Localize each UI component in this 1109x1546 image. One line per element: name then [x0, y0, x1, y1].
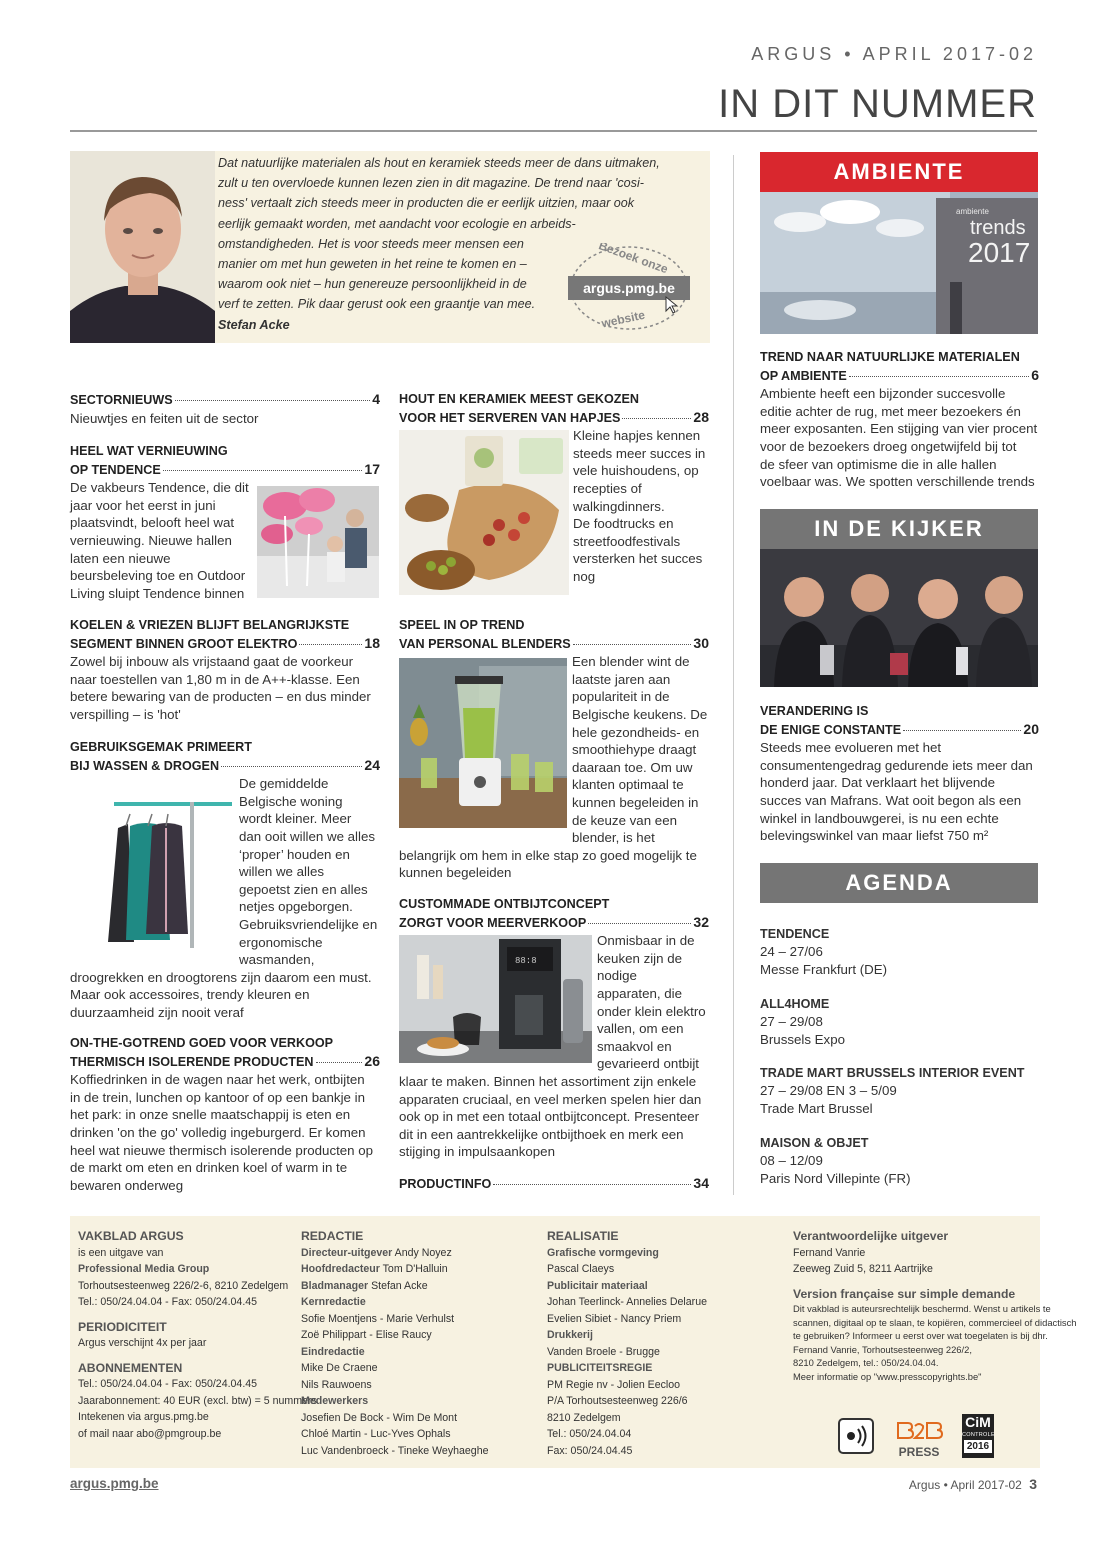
toc-desc-line: Zowel bij inbouw als vrijstaand gaat de voorkeur [70, 654, 354, 670]
toc-desc-line: de sfeer van optimisme die in alle hallen [760, 456, 997, 472]
toc-page-number: 6 [1031, 366, 1039, 383]
toc-desc-line: Belgische keukens. De [572, 706, 708, 722]
colophon-line: Nils Rauwoens [301, 1378, 372, 1391]
colophon-heading: ABONNEMENTEN [78, 1360, 183, 1375]
colophon-heading: Verantwoordelijke uitgever [793, 1229, 949, 1243]
toc-desc-line: willen we alles [239, 864, 324, 880]
toc-desc-line: populariteit in de [572, 689, 670, 705]
editorial-line: omstandigheden. Het is voor steeds meer mensen een [218, 236, 524, 251]
toc-desc-line: dit in een aantrekkelijke ontbijthoek en merk een [399, 1126, 684, 1142]
toc-desc-line: succes van Mafrans. Wat ooit begon als een [760, 792, 1022, 808]
toc-desc-line: hele gezondheids- en [572, 724, 700, 740]
agenda-event-name: TENDENCE [760, 927, 830, 941]
toc-desc-line: jaar voor het eerst in juni [70, 497, 216, 513]
toc-desc-line: vernieuwing. Nieuwe hallen [70, 532, 232, 548]
editorial-author: Stefan Acke [218, 317, 290, 332]
toc-desc-line: voor de bezoekers droeg ongetwijfeld bij tot [760, 438, 1017, 454]
toc-desc-line: smoothiehype draagt [572, 742, 697, 758]
toc-leader [622, 418, 691, 419]
toc-desc-line: stijging in impulsaankopen [399, 1144, 555, 1160]
colophon-role: Directeur-uitgever [301, 1246, 393, 1259]
toc-desc-line: ‘proper’ houden en [239, 846, 350, 862]
toc-desc-line: nodige [597, 968, 637, 984]
toc-desc-line: honderd jaar. Dat verklaart het blijvende [760, 775, 996, 791]
toc-desc-line: ergonomische [239, 934, 323, 950]
toc-desc-line: beursbeleving toe en Outdoor [70, 568, 246, 584]
toc-title: VOOR HET SERVEREN VAN HAPJES [399, 410, 621, 425]
colophon-line: PUBLICITEITSREGIE [547, 1362, 653, 1374]
toc-page-number: 32 [693, 913, 709, 930]
toc-desc-line: walkingdinners. [573, 498, 665, 514]
toc-title-line: HOUT EN KERAMIEK MEEST GEKOZEN [399, 392, 639, 406]
toc-leader [588, 923, 691, 924]
badge-top-text: Bezoek onze [596, 243, 670, 277]
agenda-event-date: 24 – 27/06 [760, 944, 823, 959]
toc-page-number: 26 [364, 1052, 380, 1069]
toc-desc-line: Maar ook accessoires, trendy kleuren en [70, 987, 310, 1003]
agenda-band: AGENDA [760, 863, 1038, 903]
editorial-line: waarom ook niet – hun genereuze persoonlijkheid in de [218, 277, 527, 292]
toc-page-number: 34 [693, 1175, 709, 1191]
tendence-photo [257, 486, 379, 598]
toc-title: SECTORNIEUWS [70, 393, 173, 407]
colophon-col-publisher [78, 1228, 317, 1442]
toc-desc-line: belevingswinkel van maar liefst 750 m² [760, 828, 989, 844]
toc-leader [299, 644, 362, 645]
colophon-line: P/A Torhoutsesteenweg 226/6 [547, 1395, 688, 1407]
colophon-line: Dit vakblad is auteursrechtelijk beschermd. Wenst u artikels te [793, 1303, 1051, 1314]
toc-desc-line: dan ooit willen we alles [239, 828, 376, 844]
toc-desc-line: belangrijk om hem in elke stap zo goed mogelijk te [399, 847, 697, 863]
colophon-line: Tel.: 050/24.04.04 [547, 1428, 632, 1440]
editor-portrait [70, 151, 215, 343]
toc-title: SEGMENT BINNEN GROOT ELEKTRO [70, 636, 298, 651]
toc-title-line: GEBRUIKSGEMAK PRIMEERT [70, 740, 252, 754]
toc-desc-line: consumentengedrag gedurende iets meer dan [760, 757, 1033, 773]
colophon-line: Chloé Martin - Luc-Yves Ophals [301, 1428, 451, 1440]
agenda-event-place: Brussels Expo [760, 1031, 845, 1047]
toc-desc-line: apparaten, die [597, 985, 683, 1001]
tapas-photo [399, 430, 569, 595]
toc-desc-line: De foodtrucks en [573, 516, 674, 532]
colophon-person: Stefan Acke [368, 1279, 428, 1292]
toc-desc-line: apparaten cruciaal, en veel merken spelen hier dan [399, 1091, 702, 1107]
colophon-heading: Version française sur simple demande [793, 1286, 1016, 1301]
toc-desc-line: winkel in landbouwgerei, is nu een echte [760, 810, 999, 826]
toc-item-koelen[interactable] [70, 617, 380, 724]
colophon-line: Luc Vandenbroeck - Tineke Weyhaeghe [301, 1444, 489, 1457]
colophon-line: Evelien Sibiet - Nancy Priem [547, 1312, 682, 1325]
toc-desc-line: vele huishoudens, op [573, 463, 699, 479]
toc-desc-line: klaar te maken. Binnen het assortiment zijn enkele [399, 1073, 697, 1089]
toc-title-line: KOELEN & VRIEZEN BLIJFT BELANGRIJKSTE [70, 618, 350, 632]
colophon-line: PM Regie nv - Jolien Eecloo [547, 1378, 681, 1391]
colophon-line: te gebruiken? Informeer u eerst over wat toegelaten is bij dhr. [793, 1330, 1048, 1341]
agenda-item [760, 926, 1040, 978]
toc-leader [849, 376, 1029, 377]
header-divider [70, 130, 1037, 132]
toc-title-line: TREND NAAR NATUURLIJKE MATERIALEN [760, 350, 1020, 364]
agenda-event-place: Messe Frankfurt (DE) [760, 961, 888, 977]
toc-desc-line: steeds meer succes in [573, 445, 706, 461]
toc-desc-line: de markt om eten en drinken koel of warm in te [70, 1160, 348, 1176]
toc-desc-line: De vakbeurs Tendence, die dit [70, 480, 249, 496]
badge-url-text: argus.pmg.be [583, 280, 675, 296]
colophon-line: Josefien De Bock - Wim De Mont [301, 1411, 458, 1424]
agenda-event-place: Trade Mart Brussel [760, 1100, 873, 1116]
colophon-person: Andy Noyez [392, 1246, 452, 1259]
blender-photo [399, 658, 567, 828]
toc-desc-line: Onmisbaar in de [597, 933, 695, 949]
toc-desc-line: kunnen begeleiden in [572, 794, 699, 810]
cim-logo-label: CONTROLE [962, 1432, 995, 1438]
toc-page-number: 18 [364, 634, 380, 651]
ambiente-photo-sign: ambiente [956, 207, 989, 216]
toc-desc-line: Gebruiksvriendelijke en [239, 916, 378, 932]
colophon-line: Fax: 050/24.04.45 [547, 1444, 633, 1457]
toc-title-line: VERANDERING IS [760, 704, 869, 718]
colophon-line: is een uitgave van [78, 1246, 164, 1259]
toc-desc-line: in de trein, lunchen op kantoor of op een bankje in [70, 1089, 365, 1105]
colophon-line: Pascal Claeys [547, 1263, 615, 1275]
colophon-col-realisatie [547, 1228, 777, 1459]
toc-desc-line: duurzaamheid zijn nooit veraf [70, 1004, 244, 1020]
colophon-gap [793, 1278, 1033, 1286]
toc-desc-line: betere bewaring van de producten – en dus minder [70, 689, 371, 705]
toc-item-productinfo[interactable] [399, 1175, 709, 1194]
agenda-event-place: Paris Nord Villepinte (FR) [760, 1170, 911, 1186]
colophon-line: Argus verschijnt 4x per jaar [78, 1337, 207, 1349]
colophon-line: Grafische vormgeving [547, 1246, 659, 1259]
colophon-line: 8210 Zedelgem, tel.: 050/24.04.04. [793, 1357, 939, 1368]
colophon-line: Torhoutsesteenweg 226/2-6, 8210 Zedelgem [78, 1279, 289, 1292]
magazine-date: ARGUS • APRIL 2017-02 [751, 44, 1037, 64]
toc-desc-line: recepties of [573, 480, 642, 496]
page-number: 3 [1029, 1476, 1037, 1492]
toc-desc-line: netjes opgeborgen. [239, 899, 353, 915]
agenda-item [760, 996, 1040, 1048]
toc-desc-line: Koffiedrinken in de wagen naar het werk, ontbijten [70, 1072, 365, 1088]
colophon-line: Kernredactie [301, 1296, 366, 1308]
toc-desc-line: wordt kleiner. Meer [239, 811, 352, 827]
toc-leader [903, 730, 1021, 731]
toc-desc-line: ook op in met een totaal ontbijtconcept. Presenteer [399, 1109, 700, 1125]
footer-issue [909, 1476, 1037, 1492]
toc-desc-line: Belgische woning [239, 793, 343, 809]
toc-desc-line: onder klein elektro [597, 1003, 706, 1019]
toc-page-number: 30 [693, 634, 709, 651]
agenda-event-name: TRADE MART BRUSSELS INTERIOR EVENT [760, 1066, 1025, 1080]
coffee-machine-photo [399, 935, 592, 1063]
toc-title: BIJ WASSEN & DROGEN [70, 758, 220, 773]
colophon-line: Mike De Craene [301, 1362, 378, 1374]
toc-desc-line: plaatsvindt, belooft heel wat [70, 515, 235, 531]
agenda-event-name: MAISON & OBJET [760, 1136, 869, 1150]
colophon-heading: VAKBLAD ARGUS [78, 1229, 184, 1243]
kijker-photo [760, 549, 1038, 687]
toc-title: PRODUCTINFO [399, 1177, 492, 1191]
toc-desc-line: laten een nieuwe [70, 550, 171, 566]
editorial-line: Dat natuurlijke materialen als hout en keramiek steeds meer de dans uitmaken, [218, 156, 660, 170]
colophon-role: Hoofdredacteur [301, 1263, 380, 1275]
toc-page-number: 4 [372, 391, 380, 407]
editorial-line: eerlijk gemaakt worden, met aandacht voor ecologie en arbeids- [218, 216, 576, 231]
colophon-line: Eindredactie [301, 1345, 365, 1358]
toc-desc-line: kunnen begeleiden [399, 865, 512, 881]
toc-page-number: 17 [364, 460, 380, 477]
b2b-press-logo [894, 1420, 944, 1459]
toc-desc-line: droogrekken en droogtorens zijn daarom een must. [70, 969, 372, 985]
agenda-item [760, 1135, 1040, 1187]
colophon-line: Tel.: 050/24.04.04 - Fax: 050/24.04.45 [78, 1296, 258, 1308]
toc-desc-line: Nieuwtjes en feiten uit de sector [70, 410, 259, 426]
toc-title-line: ON-THE-GOTREND GOED VOOR VERKOOP [70, 1036, 334, 1050]
toc-desc-line: Een blender wint de [572, 654, 690, 670]
editorial-line: zult u ten overvloede kunnen lezen zien in dit magazine. De trend naar 'cosi- [218, 176, 644, 191]
toc-leader [316, 1062, 363, 1063]
toc-desc-line: blender, is het [572, 830, 655, 846]
colophon-line: Tel.: 050/24.04.04 - Fax: 050/24.04.45 [78, 1378, 258, 1390]
ambiente-photo-year: 2017 [968, 237, 1031, 268]
website-badge[interactable] [562, 243, 696, 333]
colophon-heading: REDACTIE [301, 1229, 364, 1243]
toc-desc-line: Ambiente heeft een bijzonder succesvolle [760, 386, 1006, 402]
toc-title: OP AMBIENTE [760, 368, 847, 383]
toc-page-number: 20 [1023, 720, 1039, 737]
toc-title: OP TENDENCE [70, 462, 161, 477]
toc-desc-line: De gemiddelde [239, 776, 329, 792]
toc-item-ambiente[interactable] [760, 349, 1039, 491]
press-copyright-logo [838, 1418, 874, 1454]
toc-title-line: SPEEL IN OP TREND [399, 618, 525, 632]
cim-logo-name: CiM [965, 1414, 991, 1430]
toc-page-number: 24 [364, 756, 380, 773]
toc-desc-line: heel wat nieuwe thermisch isolerende producten op [70, 1142, 374, 1158]
toc-desc-line: naar toestellen van 1,80 m in de A++-klasse. Een [70, 671, 360, 687]
toc-desc-line: wasmanden, [239, 952, 315, 968]
toc-desc-line: meer exposanten. Een stijging van vier procent [760, 421, 1038, 437]
colophon-line: Sofie Moentjens - Marie Verhulst [301, 1312, 455, 1325]
colophon-line [301, 1245, 531, 1262]
colophon-line: Johan Teerlinck- Annelies Delarue [547, 1296, 707, 1308]
toc-title: DE ENIGE CONSTANTE [760, 722, 902, 737]
toc-desc-line: verspilling – is 'hot' [70, 706, 181, 722]
toc-desc-line: gevarieerd ontbijt [597, 1056, 700, 1072]
cim-logo [962, 1414, 994, 1458]
toc-desc-line: Kleine hapjes kennen [573, 428, 701, 444]
editorial-line: ness' vertaalt zich steeds meer in producten die er eerlijk uitzien, maar ook [218, 196, 635, 211]
toc-desc-line: nog [573, 568, 596, 584]
drying-rack-photo [100, 792, 232, 948]
toc-desc-line: daaraan toe. Om uw [572, 759, 693, 775]
badge-bottom-text: website [600, 307, 647, 331]
colophon-line: Drukkerij [547, 1329, 593, 1341]
cim-logo-year: 2016 [964, 1440, 992, 1453]
colophon-line: Publicitair materiaal [547, 1279, 648, 1292]
toc-desc-line: de keuze van een [572, 812, 677, 828]
toc-page-number: 28 [693, 408, 709, 425]
editorial-line: manier om met hun geweten in het reine te komen en – [218, 257, 527, 272]
toc-desc-line: voelbaar was. We spotten verschillende trends [760, 474, 1035, 490]
colophon-line: Zeeweg Zuid 5, 8211 Aartrijke [793, 1263, 933, 1275]
page-title: IN DIT NUMMER [718, 82, 1037, 126]
toc-leader [221, 766, 362, 767]
b2b-press-label: PRESS [898, 1445, 940, 1459]
footer-issue-label: Argus • April 2017-02 [908, 1478, 1022, 1492]
colophon-role: Bladmanager [301, 1279, 369, 1292]
colophon-line [301, 1278, 531, 1295]
agenda-item [760, 1065, 1040, 1117]
colophon-line: Fernand Vanrie, Torhoutsesteenweg 226/2, [793, 1343, 972, 1355]
ambiente-band: AMBIENTE [760, 152, 1038, 192]
toc-desc-line: drinken 'on the go' volledig ingeburgerd. Er komen [70, 1124, 366, 1140]
colophon-line [301, 1261, 531, 1278]
toc-desc-line: bewaren onderweg [70, 1177, 184, 1193]
colophon-line: Jaarabonnement: 40 EUR (excl. btw) = 5 nummers [78, 1394, 317, 1407]
toc-title: ZORGT VOOR MEERVERKOOP [399, 915, 587, 930]
agenda-event-name: ALL4HOME [760, 997, 830, 1011]
colophon-line: Zoë Philippart - Elise Raucy [301, 1329, 432, 1341]
colophon-person: Tom D'Halluin [379, 1263, 448, 1275]
colophon-line: Professional Media Group [78, 1263, 210, 1275]
toc-leader [163, 470, 363, 471]
colophon [70, 1216, 1077, 1468]
colophon-line: 8210 Zedelgem [547, 1411, 621, 1424]
broadcast-icon [840, 1420, 872, 1452]
editorial-line: verf te zetten. Pik daar gerust ook een graantje van mee. [218, 297, 536, 312]
toc-desc-line: editie achter de rug, met meer bezoekers én [760, 403, 1021, 419]
toc-title-line: HEEL WAT VERNIEUWING [70, 444, 228, 458]
agenda-event-date: 27 – 29/08 EN 3 – 5/09 [760, 1083, 897, 1098]
toc-desc-line: Living sluipt Tendence binnen [70, 585, 245, 601]
colophon-line: of mail naar abo@pmgroup.be [78, 1427, 222, 1440]
toc-desc-line: smaakvol en [597, 1038, 672, 1054]
toc-leader [573, 644, 692, 645]
agenda-event-date: 27 – 29/08 [760, 1014, 823, 1029]
toc-item-thermisch[interactable] [70, 1035, 380, 1194]
toc-title: VAN PERSONAL BLENDERS [399, 636, 571, 651]
b2b-logo-icon [894, 1420, 944, 1440]
toc-desc-line: gepoetst zien en alles [239, 881, 368, 897]
toc-item-sectornieuws[interactable] [70, 391, 380, 427]
toc-desc-line: streetfoodfestivals [573, 533, 681, 549]
toc-leader [493, 1184, 691, 1185]
colophon-line: Meer informatie op "www.presscopyrights.be" [793, 1370, 982, 1382]
toc-leader [175, 400, 371, 401]
toc-title-line: CUSTOMMADE ONTBIJTCONCEPT [399, 897, 610, 911]
column-divider [733, 155, 734, 1195]
colophon-line: Medewerkers [301, 1395, 369, 1407]
colophon-heading: PERIODICITEIT [78, 1319, 167, 1334]
colophon-heading: REALISATIE [547, 1229, 619, 1243]
colophon-line: Fernand Vanrie [793, 1246, 866, 1259]
colophon-line: scannen, digitaal op te slaan, te kopiëren, commercieel of didactisch [793, 1316, 1077, 1328]
toc-desc-line: laatste jaren aan [572, 671, 671, 687]
toc-desc-line: klanten optimaal te [572, 777, 684, 793]
toc-desc-line: het park: in onze snelle maatschappij is eten en [70, 1107, 351, 1123]
toc-desc-line: keuken zijn de [597, 950, 683, 966]
in-de-kijker-band: IN DE KIJKER [760, 509, 1038, 549]
svg-text:88:8: 88:8 [515, 956, 537, 966]
colophon-gap [78, 1352, 293, 1360]
ambiente-photo [760, 192, 1038, 334]
toc-desc-line: versterken het succes [573, 551, 703, 567]
toc-item-mafrans[interactable] [760, 703, 1039, 845]
colophon-col-uitgever [793, 1228, 1077, 1383]
toc-desc-line: vallen, om een [597, 1021, 684, 1037]
toc-title: THERMISCH ISOLERENDE PRODUCTEN [70, 1054, 314, 1069]
colophon-col-redactie [301, 1228, 531, 1459]
colophon-line: Intekenen via argus.pmg.be [78, 1411, 209, 1423]
toc-desc-line: Steeds mee evolueren met het [760, 740, 942, 756]
colophon-gap [78, 1311, 293, 1319]
colophon-line: Vanden Broele - Brugge [547, 1345, 660, 1358]
ambiente-photo-caption: trends [970, 217, 1026, 239]
footer-website-link[interactable]: argus.pmg.be [70, 1476, 159, 1491]
editorial-box [70, 151, 710, 343]
agenda-event-date: 08 – 12/09 [760, 1153, 823, 1168]
